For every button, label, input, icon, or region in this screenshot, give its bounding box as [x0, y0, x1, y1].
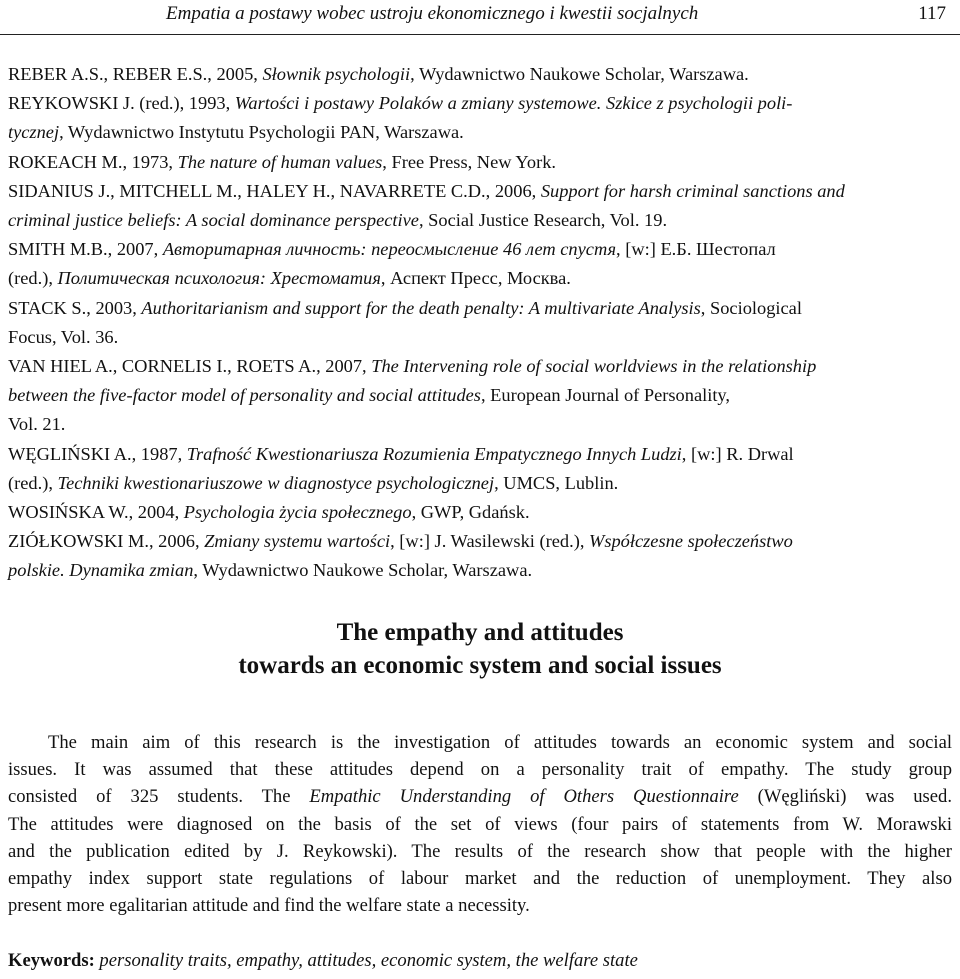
text-span: The main aim of this research is the investigation of attitudes towards an economic system and social: [48, 732, 952, 753]
italic-text: between the five-factor model of personality and social attitudes: [8, 385, 481, 406]
text-span: Focus, Vol. 36.: [8, 326, 119, 347]
text-span: , 2007,: [316, 356, 372, 377]
reference-line: [8, 381, 956, 410]
italic-text: Współczesne społeczeństwo: [589, 531, 793, 552]
reference-line: [8, 148, 956, 177]
reference-line: [8, 235, 956, 264]
keywords: [8, 950, 638, 972]
italic-text: Wartości i postawy Polaków a zmiany systemowe. Szkice z psychologii poli-: [234, 93, 793, 114]
reference-entry: [8, 89, 956, 147]
page-number: 117: [918, 3, 946, 24]
article-title: [0, 616, 960, 682]
abstract-line: [8, 892, 952, 919]
text-span: , Аспект Пресс, Москва.: [380, 268, 571, 289]
text-span: and the publication edited by J. Reykowski). The results of the research show that people with the higher: [8, 840, 952, 862]
text-span: , [w:] R. Drwal: [681, 443, 794, 464]
reference-entry: [8, 235, 956, 293]
text-span: (red.),: [8, 472, 58, 493]
author-names: WĘGLIŃSKI A.: [8, 443, 132, 464]
reference-entry: [8, 440, 956, 498]
italic-text: Techniki kwestionariuszowe w diagnostyce psychologicznej: [57, 472, 495, 493]
abstract-line: [8, 729, 952, 756]
reference-entry: [8, 294, 956, 352]
abstract-line: [8, 838, 952, 865]
text-span: , Wydawnictwo Naukowe Scholar, Warszawa.: [193, 560, 533, 581]
abstract-line: [8, 865, 952, 892]
italic-text: Słownik psychologii: [262, 64, 411, 84]
author-names: REYKOWSKI J.: [8, 93, 135, 114]
abstract-line: [8, 756, 952, 783]
author-names: REBER A.S., REBER E.S.: [8, 64, 208, 84]
text-span: , 2003,: [86, 297, 142, 318]
reference-entry: [8, 177, 956, 235]
reference-line: [8, 294, 956, 323]
author-names: ZIÓŁKOWSKI M.: [8, 531, 149, 552]
text-span: The attitudes were diagnosed on the basis of the set of views (four pairs of statements from W. Morawski: [8, 813, 952, 835]
italic-text: Empathic Understanding of Others Questionnaire: [309, 786, 739, 808]
reference-line: [8, 556, 956, 585]
article-title-line-1: The empathy and attitudes: [336, 619, 624, 646]
text-span: , 2007,: [107, 239, 163, 260]
italic-text: Trafność Kwestionariusza Rozumienia Empatycznego Innych Ludzi: [186, 443, 682, 464]
text-span: , European Journal of Personality,: [480, 385, 731, 406]
reference-entry: [8, 352, 956, 440]
text-span: , Wydawnictwo Naukowe Scholar, Warszawa.: [410, 64, 749, 84]
italic-text: criminal justice beliefs: A social dominance perspective: [8, 210, 419, 231]
reference-line: [8, 323, 956, 352]
text-span: empathy index support state regulations of labour market and the reduction of unemployment. They also: [8, 868, 952, 890]
reference-line: [8, 440, 956, 469]
reference-line: [8, 410, 956, 439]
italic-text: Zmiany systemu wartości: [204, 531, 391, 552]
author-names: VAN HIEL A., CORNELIS I., ROETS A.: [8, 356, 317, 377]
text-span: , Free Press, New York.: [382, 151, 556, 172]
reference-line: [8, 118, 956, 147]
text-span: consisted of 325 students. The: [8, 786, 310, 808]
reference-line: [8, 60, 956, 89]
text-span: , Sociological: [700, 297, 802, 318]
text-span: , Social Justice Research, Vol. 19.: [418, 210, 668, 231]
abstract: [8, 729, 952, 919]
author-names: SIDANIUS J., MITCHELL M., HALEY H., NAVARRETE C.D.: [8, 180, 486, 201]
abstract-line: [8, 811, 952, 838]
italic-text: The nature of human values: [177, 151, 383, 172]
reference-line: [8, 264, 956, 293]
reference-list: [8, 60, 956, 586]
reference-line: [8, 352, 956, 381]
text-span: , 2004,: [128, 502, 184, 523]
italic-text: Авторитарная личность: переосмысление 46 лет спустя: [162, 239, 617, 260]
reference-entry: [8, 498, 956, 527]
italic-text: Политическая психология: Хрестоматия: [57, 268, 381, 289]
text-span: present more egalitarian attitude and find the welfare state a necessity.: [8, 895, 530, 917]
reference-line: [8, 206, 956, 235]
text-span: , Wydawnictwo Instytutu Psychologii PAN, Warszawa.: [59, 122, 464, 143]
text-span: , GWP, Gdańsk.: [411, 502, 530, 523]
text-span: Vol. 21.: [8, 414, 66, 435]
text-span: (red.), 1993,: [134, 93, 235, 114]
running-header: [0, 0, 960, 35]
author-names: WOSIŃSKA W.: [8, 502, 129, 523]
reference-line: [8, 469, 956, 498]
text-span: issues. It was assumed that these attitudes depend on a personality trait of empathy. The study group: [8, 759, 952, 781]
author-names: STACK S.: [8, 297, 87, 318]
reference-entry: [8, 148, 956, 177]
text-span: (Węgliński) was used.: [738, 786, 952, 808]
italic-text: Psychologia życia społecznego: [183, 502, 412, 523]
abstract-line: [8, 783, 952, 810]
italic-text: polskie. Dynamika zmian: [8, 560, 194, 581]
keywords-text: personality traits, empathy, attitudes, economic system, the welfare state: [99, 950, 638, 971]
author-names: ROKEACH M.: [8, 151, 123, 172]
text-span: , 2006,: [485, 180, 541, 201]
text-span: , [w:] Е.Б. Шестопал: [616, 239, 776, 260]
italic-text: tycznej: [8, 122, 60, 143]
reference-line: [8, 89, 956, 118]
italic-text: Support for harsh criminal sanctions and: [540, 180, 845, 201]
author-names: SMITH M.B.: [8, 239, 108, 260]
text-span: , 2006,: [148, 531, 205, 552]
reference-entry: [8, 60, 956, 89]
text-span: (red.),: [8, 268, 58, 289]
text-span: , UMCS, Lublin.: [494, 472, 619, 493]
running-title: Empatia a postawy wobec ustroju ekonomicznego i kwestii socjalnych: [166, 3, 699, 24]
keywords-label: Keywords:: [8, 950, 95, 971]
text-span: , 1973,: [122, 151, 178, 172]
article-title-line-2: towards an economic system and social issues: [238, 652, 722, 679]
reference-line: [8, 527, 956, 556]
italic-text: Authoritarianism and support for the death penalty: A multivariate Analysis: [141, 297, 701, 318]
text-span: , [w:] J. Wasilewski (red.),: [390, 531, 590, 552]
italic-text: The Intervening role of social worldviews in the relationship: [371, 356, 817, 377]
reference-line: [8, 498, 956, 527]
reference-line: [8, 177, 956, 206]
reference-entry: [8, 527, 956, 585]
text-span: , 1987,: [131, 443, 187, 464]
text-span: , 2005,: [207, 64, 263, 84]
